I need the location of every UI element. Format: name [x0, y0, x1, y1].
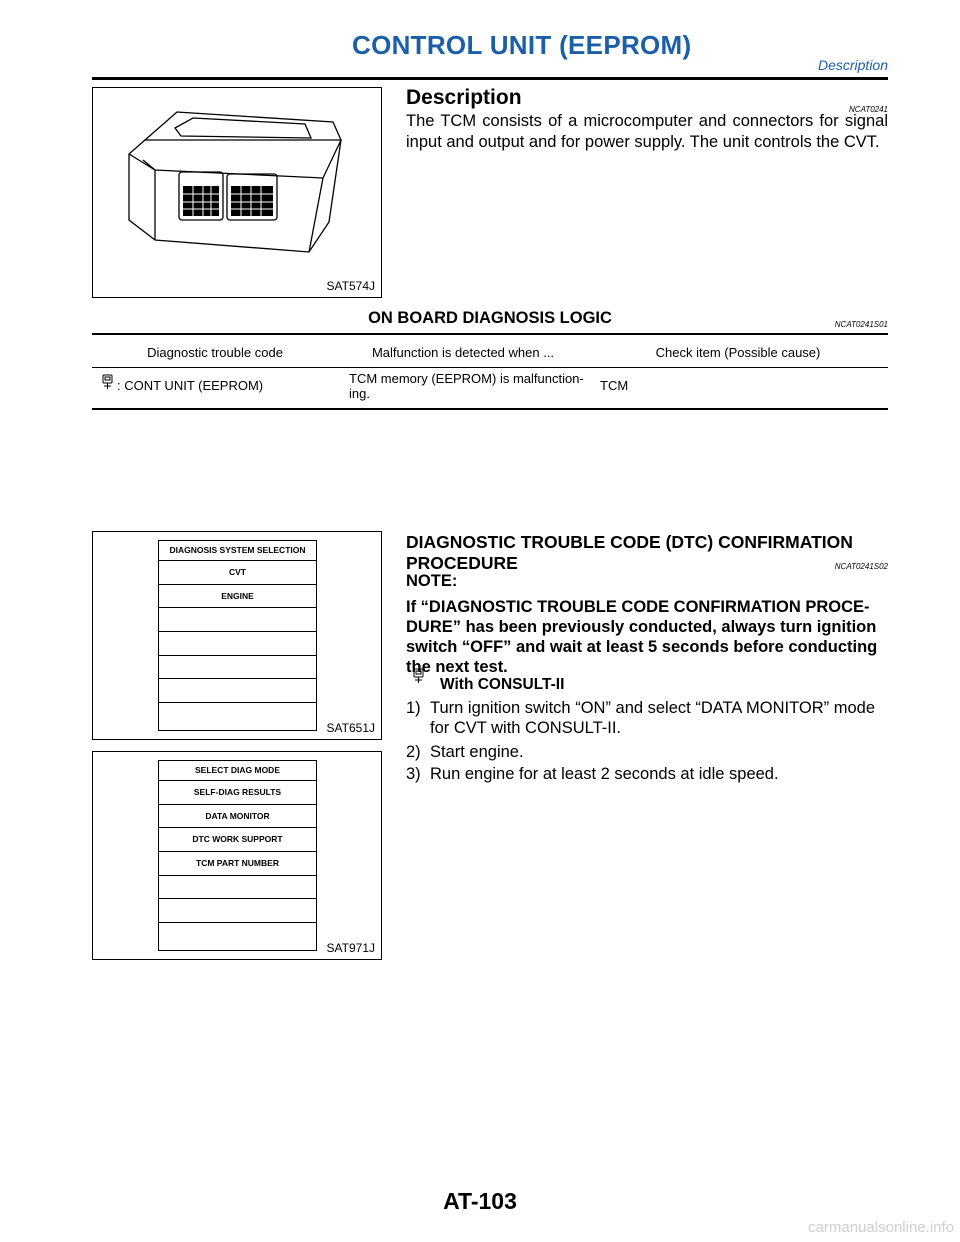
- dtc-code: NCAT0241S02: [834, 562, 888, 571]
- obd-code: NCAT0241S01: [834, 320, 888, 329]
- screen-row: [159, 632, 316, 656]
- note-line: the next test.: [406, 658, 508, 676]
- consult-icon: [101, 374, 114, 390]
- diagnosis-system-screen: [158, 540, 317, 731]
- step-text: Turn ignition switch “ON” and select “DATA MONITOR” mode: [430, 699, 876, 717]
- page-number: AT-103: [443, 1188, 517, 1214]
- table-cell-malfunction-2: ing.: [349, 386, 370, 401]
- screen-row: [159, 876, 316, 900]
- page-header-title: CONTROL UNIT (EEPROM): [352, 30, 692, 60]
- screen-row: DATA MONITOR: [159, 805, 316, 829]
- dtc-title-line1: DIAGNOSTIC TROUBLE CODE (DTC) CONFIRMATION: [406, 532, 853, 552]
- screen-row: CVT: [159, 561, 316, 585]
- screen-row: TCM PART NUMBER: [159, 852, 316, 876]
- screen-row: SELF-DIAG RESULTS: [159, 781, 316, 805]
- select-diag-mode-figure: [92, 751, 382, 960]
- screen-row: ENGINE: [159, 585, 316, 609]
- screen-header: DIAGNOSIS SYSTEM SELECTION: [159, 541, 316, 561]
- screen-row: [159, 679, 316, 703]
- header-rule: [92, 77, 888, 80]
- tcm-unit-illustration: [93, 88, 381, 297]
- table-cell-check: TCM: [600, 378, 629, 393]
- screen-row: [159, 923, 316, 947]
- description-title: Description: [406, 86, 522, 109]
- screen-row: DTC WORK SUPPORT: [159, 828, 316, 852]
- note-label: NOTE:: [406, 572, 458, 590]
- description-code: NCAT0241: [849, 105, 888, 114]
- figure-caption: SAT971J: [326, 941, 375, 955]
- table-cell-dtc: : CONT UNIT (EEPROM): [117, 378, 264, 393]
- step-number: 1): [406, 699, 421, 717]
- screen-row: [159, 608, 316, 632]
- step-text: Start engine.: [430, 743, 524, 761]
- table-header-malfunction: Malfunction is detected when ...: [371, 345, 555, 360]
- consult-icon: [412, 668, 425, 684]
- tcm-figure: [92, 87, 382, 298]
- table-cell-malfunction-1: TCM memory (EEPROM) is malfunction-: [349, 371, 584, 386]
- screen-header: SELECT DIAG MODE: [159, 761, 316, 781]
- select-diag-mode-screen: [158, 760, 317, 951]
- diagnosis-system-figure: [92, 531, 382, 740]
- dtc-title-line2: PROCEDURE: [406, 553, 518, 573]
- screen-row: [159, 899, 316, 923]
- note-line: DURE” has been previously conducted, always turn ignition: [406, 618, 877, 636]
- note-line: If “DIAGNOSTIC TROUBLE CODE CONFIRMATION PROCE-: [406, 598, 870, 616]
- table-header-rule: [92, 367, 888, 368]
- step-text: for CVT with CONSULT-II.: [430, 719, 622, 737]
- note-line: switch “OFF” and wait at least 5 seconds before conducting: [406, 638, 878, 656]
- page-header-subtitle: Description: [817, 57, 888, 73]
- table-bottom-rule: [92, 408, 888, 410]
- description-text: The TCM consists of a microcomputer and connectors for signal input and output and for power supply. The unit controls the CVT.: [406, 112, 888, 151]
- watermark: carmanualsonline.info: [808, 1219, 954, 1236]
- step-text: Run engine for at least 2 seconds at idle speed.: [430, 765, 779, 783]
- step-number: 2): [406, 743, 421, 761]
- table-header-dtc: Diagnostic trouble code: [147, 345, 283, 360]
- screen-row: [159, 656, 316, 680]
- obd-title: ON BOARD DIAGNOSIS LOGIC: [368, 309, 612, 327]
- figure-caption: SAT574J: [326, 279, 375, 293]
- step-number: 3): [406, 765, 421, 783]
- table-header-check: Check item (Possible cause): [655, 345, 821, 360]
- table-top-rule: [92, 333, 888, 335]
- screen-row: [159, 703, 316, 727]
- figure-caption: SAT651J: [326, 721, 375, 735]
- consult-label: With CONSULT-II: [440, 676, 565, 693]
